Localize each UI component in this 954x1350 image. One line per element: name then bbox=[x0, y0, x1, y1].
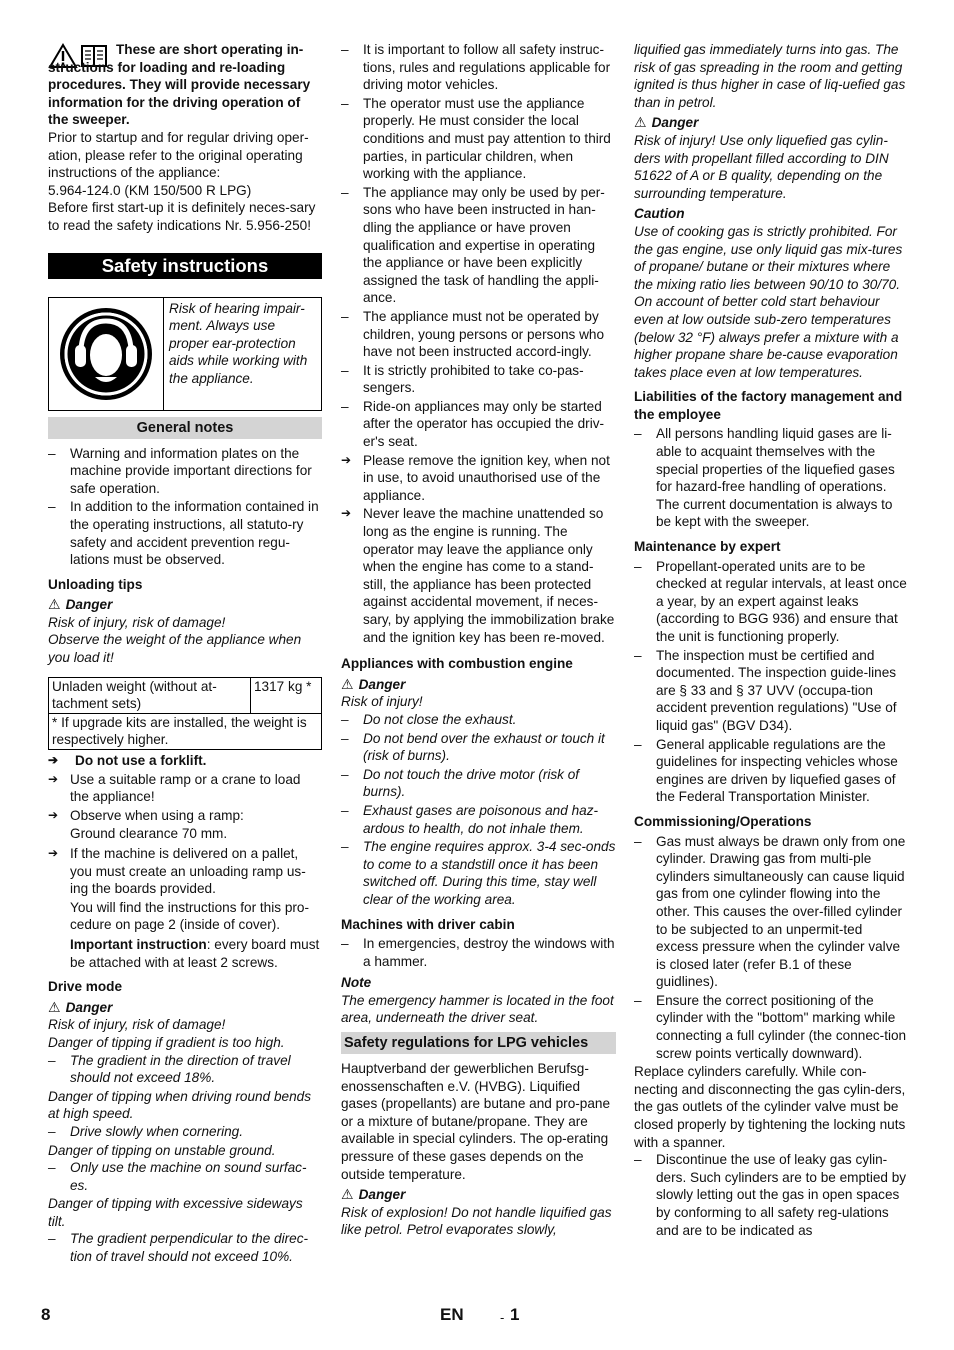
table-row bbox=[49, 713, 322, 749]
safety-instructions-heading: Safety instructions bbox=[48, 253, 322, 279]
cabin-list bbox=[341, 935, 616, 970]
maintenance-list bbox=[634, 558, 908, 806]
commissioning-heading: Commissioning/Operations bbox=[634, 813, 812, 829]
combustion-engine-heading: Appliances with combustion engine bbox=[341, 656, 573, 672]
caution-label: Caution bbox=[634, 206, 685, 222]
list-item: ➔ Never leave the machine unattended so long as the engine is running. The operator may leave the appliance only when the engine has come to a stand-still, the appliance has been protected against accidental movement, if neces-sary, by applying the immobilization brake and the ignition key has been re-moved. bbox=[341, 505, 616, 646]
list-item: – Warning and information plates on the machine provide important directions for safe operation. bbox=[48, 445, 322, 498]
important-instruction-text: Important instruction: every board must be attached with at least 2 screws. bbox=[70, 936, 320, 970]
note-text: The emergency hammer is located in the foot area, underneath the driver seat. bbox=[341, 992, 614, 1026]
drive-list bbox=[48, 1123, 322, 1141]
list-item: – Propellant-operated units are to be checked at regular intervals, at least once a year, by an expert against leaks (according to BGG 936) and ensure that the unit is functioning properly. bbox=[634, 558, 908, 646]
liabilities-heading: Liabilities of the factory management and the employee bbox=[634, 389, 903, 422]
general-notes-list bbox=[48, 445, 322, 569]
column-2 bbox=[341, 41, 616, 1239]
warning-triangle-icon: ⚠ bbox=[341, 1186, 354, 1203]
unloading-danger-heading: ⚠ Danger bbox=[48, 596, 113, 613]
ear-protection-icon bbox=[59, 307, 153, 401]
list-item: – Do not bend over the exhaust or touch it (risk of burns). bbox=[341, 730, 616, 765]
list-item: – Only use the machine on sound surfac-es. bbox=[48, 1159, 322, 1194]
list-item: – General applicable regulations are the guidelines for inspecting vehicles whose engines are driven by liquefied gases of the Federal Transportation Minister. bbox=[634, 736, 908, 806]
list-item: – Exhaust gases are poisonous and haz-ardous to health, do not inhale them. bbox=[341, 802, 616, 837]
combustion-risk-text: Risk of injury! bbox=[341, 694, 423, 710]
column-1 bbox=[48, 41, 322, 1267]
drive-danger-text: Danger of tipping on unstable ground. bbox=[48, 1142, 276, 1158]
warning-triangle-icon: ⚠ bbox=[48, 596, 61, 613]
lpg-danger-text: Risk of explosion! Do not handle liquified gas like petrol. Petrol evaporates slowly, bbox=[341, 1204, 612, 1238]
intro-text: Prior to startup and for regular driving oper-ation, please refer to the original operating instructions of the appliance: bbox=[48, 129, 309, 181]
list-item: – The inspection must be certified and documented. The inspection guide-lines are § 33 and § 37 UVV (occupa-tion accident prevention regulations) "Use of liquid gas" (BGV D34). bbox=[634, 647, 908, 735]
general-rules-list bbox=[341, 41, 616, 451]
list-item: – Ride-on appliances may only be started after the operator has occupied the driv-er's seat. bbox=[341, 398, 616, 451]
unloading-arrow-list bbox=[48, 752, 322, 824]
intro-bold-text: These are short operating in-structions for loading and re-loading procedures. They will provide necessary information for the driving operation of the sweeper. bbox=[48, 42, 311, 128]
unloading-danger-text-2: Observe the weight of the appliance when you load it! bbox=[48, 632, 302, 666]
drive-list bbox=[48, 1052, 322, 1087]
column-3 bbox=[634, 41, 908, 1240]
sub-page-number: 1 bbox=[510, 1305, 520, 1324]
hearing-protection-pictogram bbox=[49, 298, 164, 410]
drive-danger-text: Danger of tipping if gradient is too high. bbox=[48, 1034, 285, 1050]
warning-triangle-icon: ⚠ bbox=[634, 114, 647, 131]
list-item: – The appliance may only be used by per-sons who have been instructed in han-dling the appliance or have proven qualification and expertise in operating the appliance or have been explicitly assigned the task of handling the appli-ance. bbox=[341, 184, 616, 307]
hearing-protection-box bbox=[48, 297, 322, 411]
combustion-danger-heading: ⚠ Danger bbox=[341, 675, 406, 692]
list-item: – It is strictly prohibited to take co-pas-sengers. bbox=[341, 362, 616, 397]
leaky-cylinders-list bbox=[634, 1151, 908, 1239]
unloading-danger-text-1: Risk of injury, risk of damage! bbox=[48, 614, 226, 630]
list-item: – The operator must use the appliance properly. He must consider the local conditions and must pay attention to third parties, in particular children, when working with the appliance. bbox=[341, 95, 616, 183]
ground-clearance-text: Ground clearance 70 mm. bbox=[70, 826, 228, 842]
drive-list bbox=[48, 1230, 322, 1265]
intro-safety-text: Before first start-up it is definitely neces-sary to read the safety indications Nr. 5.956-250! bbox=[48, 200, 316, 233]
weight-table bbox=[48, 677, 322, 750]
page-number: 8 bbox=[41, 1305, 51, 1324]
lpg-continued-text: liquified gas immediately turns into gas. The risk of gas spreading in the room and getting ignited is thus higher in case of liq-uefied gas than in petrol. bbox=[634, 42, 906, 110]
combustion-list bbox=[341, 711, 616, 909]
drive-danger-text: Danger of tipping with excessive sideways tilt. bbox=[48, 1196, 303, 1229]
drive-danger-text: Risk of injury, risk of damage! bbox=[48, 1017, 226, 1033]
lpg-intro-text: Hauptverband der gewerblichen Berufsg-enossenschaften e.V. (HVBG). Liquified gases (propellants) are butane and pro-pane or a mixture of butane/propane. They are available in special cylinders. The op-erating pressure of these gases depends on the outside temperature. bbox=[341, 1061, 611, 1182]
drive-mode-heading: Drive mode bbox=[48, 979, 123, 995]
driver-cabin-heading: Machines with driver cabin bbox=[341, 916, 515, 932]
warning-triangle-icon: ⚠ bbox=[341, 675, 354, 692]
weight-label-cell: Unladen weight (without at-tachment sets) bbox=[49, 677, 251, 713]
list-item: ➔ If the machine is delivered on a pallet, you must create an unloading ramp us-ing the boards provided. bbox=[48, 845, 322, 898]
replace-cylinders-text: Replace cylinders carefully. While con-necting and disconnecting the gas cylin-ders, the gas outlets of the cylinder valve must be closed properly by tightening the locking nuts with a spanner. bbox=[634, 1064, 906, 1150]
drive-danger-heading: ⚠ Danger bbox=[48, 998, 113, 1015]
pallet-arrow-list bbox=[48, 845, 322, 898]
cylinder-danger-text: Risk of injury! Use only liquefied gas cylin-ders with propellant filled according to DIN 51622 of A or B quality, depending on the surrounding temperature. bbox=[634, 132, 889, 201]
list-item: – Discontinue the use of leaky gas cylin-ders. Such cylinders are to be emptied by slowly letting out the gas in open spaces by conforming to all safety reg-ulations and are to be indicated as bbox=[634, 1151, 908, 1239]
instructions-page-text: You will find the instructions for this pro-cedure on page 2 (inside of cover). bbox=[70, 899, 310, 933]
drive-list bbox=[48, 1159, 322, 1194]
list-item: – The gradient perpendicular to the direc-tion of travel should not exceed 10%. bbox=[48, 1230, 322, 1265]
commissioning-list bbox=[634, 833, 908, 1063]
list-item: – All persons handling liquid gases are li-able to acquaint themselves with the special properties of the liquefied gases for hazard-free handling of operations. The current documentation is always to be kept with the sweeper. bbox=[634, 425, 908, 531]
cylinder-danger-heading: ⚠ Danger bbox=[634, 114, 699, 131]
list-item: – It is important to follow all safety instruc-tions, rules and regulations applicable for driving motor vehicles. bbox=[341, 41, 616, 94]
list-item: – Drive slowly when cornering. bbox=[48, 1123, 322, 1141]
list-item: – Do not close the exhaust. bbox=[341, 711, 616, 729]
liabilities-list bbox=[634, 425, 908, 531]
list-item: – The gradient in the direction of travel should not exceed 18%. bbox=[48, 1052, 322, 1087]
list-item: ➔ Do not use a forklift. bbox=[48, 752, 322, 770]
note-label: Note bbox=[341, 975, 372, 991]
general-notes-heading: General notes bbox=[48, 417, 322, 439]
ignition-arrow-list bbox=[341, 452, 616, 647]
drive-danger-text: Danger of tipping when driving round bends at high speed. bbox=[48, 1088, 311, 1122]
warning-triangle-icon: ⚠ bbox=[48, 998, 61, 1015]
list-item: ➔ Use a suitable ramp or a crane to load the appliance! bbox=[48, 771, 322, 806]
list-item: – Gas must always be drawn only from one cylinder. Drawing gas from multi-ple cylinders simultaneously can cause liquid gas from one cylinder flowing into the other. This causes the over-filled cylinder to be subjected to an unpermit-ted excess pressure when the cylinder valve is closed later (refer B.1 of these guidlines). bbox=[634, 833, 908, 991]
weight-note-cell: * If upgrade kits are installed, the weight is respectively higher. bbox=[49, 713, 322, 749]
list-item: – The appliance must not be operated by children, young persons or persons who have not been instructed accord-ingly. bbox=[341, 308, 616, 361]
footer-dash: - bbox=[500, 1310, 505, 1325]
unloading-tips-heading: Unloading tips bbox=[48, 576, 143, 592]
language-code: EN bbox=[440, 1305, 464, 1324]
hearing-warning-text: Risk of hearing impair-ment. Always use proper ear-protection aids while working with the appliance. bbox=[169, 300, 308, 386]
list-item: – The engine requires approx. 3-4 sec-onds to come to a standstill once it has been switched off. During this time, stay well clear of the working area. bbox=[341, 838, 616, 908]
intro-model: 5.964-124.0 (KM 150/500 R LPG) bbox=[48, 182, 252, 198]
lpg-regulations-heading: Safety regulations for LPG vehicles bbox=[341, 1032, 616, 1054]
caution-text: Use of cooking gas is strictly prohibited. For the gas engine, use only liquid gas mix-tures of propane/ butane or their mixtures where the mixing ratio lies between 90/10 to 30/70. On account of better cold start behaviour even at low outside sub-zero temperatures (below 32 °F) always prefer a mixture with a higher propane share be-cause evaporation takes place even at low temperatures. bbox=[634, 223, 903, 380]
lpg-danger-heading: ⚠ Danger bbox=[341, 1186, 406, 1203]
weight-value-cell: 1317 kg * bbox=[251, 677, 322, 713]
list-item: – In addition to the information contained in the operating instructions, all statuto-ry safety and accident prevention regu-lations must be observed. bbox=[48, 498, 322, 568]
maintenance-heading: Maintenance by expert bbox=[634, 539, 781, 555]
list-item: ➔ Please remove the ignition key, when not in use, to avoid unauthorised use of the appliance. bbox=[341, 452, 616, 505]
table-row bbox=[49, 677, 322, 713]
list-item: – Do not touch the drive motor (risk of burns). bbox=[341, 766, 616, 801]
list-item: ➔ Observe when using a ramp: bbox=[48, 807, 322, 825]
list-item: – Ensure the correct positioning of the cylinder with the "bottom" marking while connecting a full cylinder (the connec-tion screw points vertically downward). bbox=[634, 992, 908, 1062]
list-item: – In emergencies, destroy the windows with a hammer. bbox=[341, 935, 616, 970]
